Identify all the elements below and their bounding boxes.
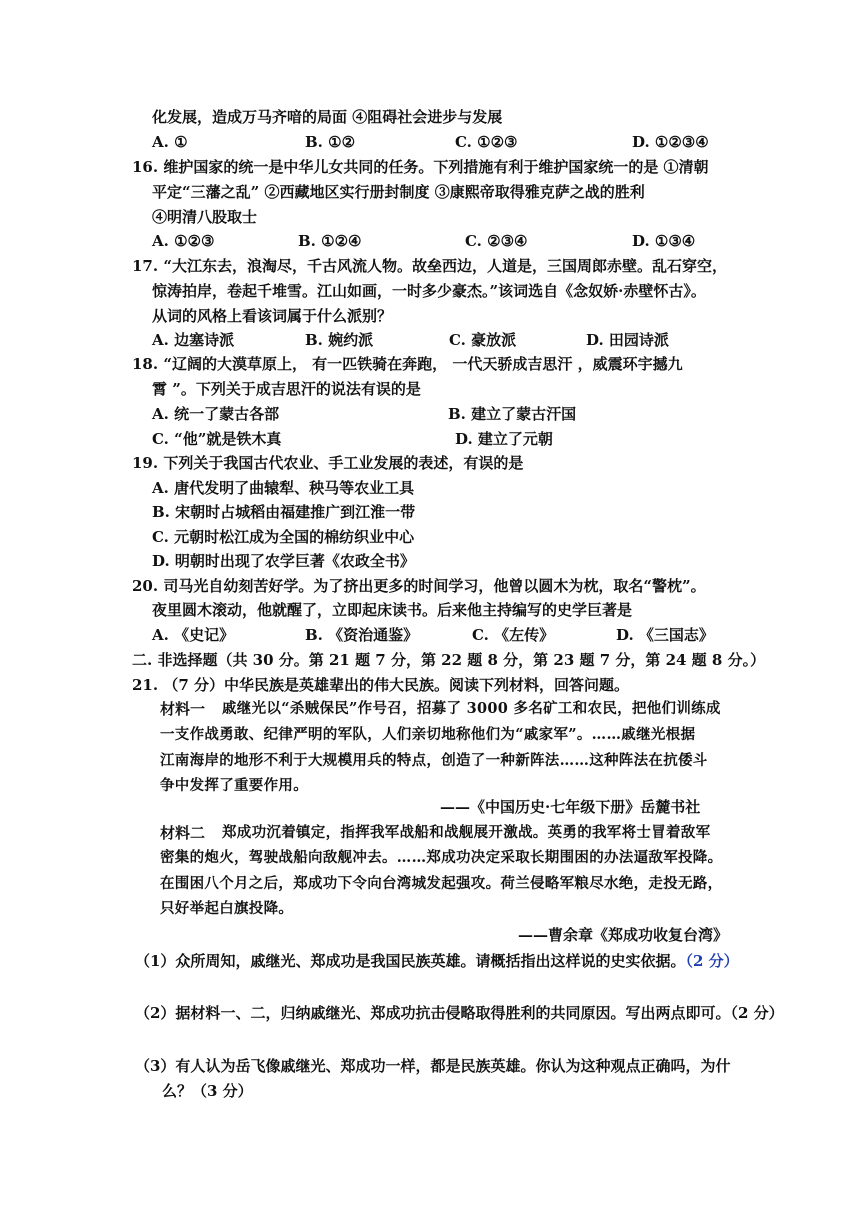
material-2-line: 在围困八个月之后，郑成功下令向台湾城发起强攻。荷兰侵略军粮尽水绝，走投无路， [160,875,723,892]
material-1-line: 江南海岸的地形不利于大规模用兵的特点，创造了一种新阵法……这种阵法在抗倭斗 [160,752,708,769]
material-2-line: 只好举起白旗投降。 [160,900,294,917]
q15-option-b: B. ①② [305,133,356,151]
q17-option-b: B. 婉约派 [305,331,374,349]
q20-option-c: C. 《左传》 [472,626,555,644]
q21-sub1-text: （1）众所周知，戚继光、郑成功是我国民族英雄。请概括指出这样说的史实依据。 [135,952,686,970]
q21-sub1 [135,950,739,972]
q16-option-d: D. ①③④ [632,232,696,250]
material-2-source: ——曹余章《郑成功收复台湾》 [518,926,729,944]
q15-option-d: D. ①②③④ [632,133,709,151]
q16-stem-line3: ④明清八股取士 [152,208,258,226]
q19-option-d: D. 明朝时出现了农学巨著《农政全书》 [152,552,415,570]
q16-option-c: C. ②③④ [465,232,528,250]
q18-option-a: A. 统一了蒙古各部 [152,405,280,423]
material-2-line: 郑成功沉着镇定，指挥我军战船和战舰展开激战。英勇的我军将士冒着敌军 [222,824,711,841]
q20-option-b: B. 《资治通鉴》 [305,626,419,644]
q17-stem-line2: 惊涛拍岸，卷起千堆雪。江山如画，一时多少豪杰。”该词选自《念奴娇·赤壁怀古》。 [152,282,706,300]
q19-option-b: B. 宋朝时占城稻由福建推广到江淮一带 [152,503,416,521]
q16-stem-line1: 16. 维护国家的统一是中华儿女共同的任务。下列措施有利于维护国家统一的是 ①清朝 [132,158,709,176]
material-1-line: 一支作战勇敢、纪律严明的军队，人们亲切地称他们为“戚家军”。……戚继光根据 [160,726,696,743]
q21-sub1-score: （2 分） [685,952,739,970]
q17-stem-line3: 从词的风格上看该词属于什么派别？ [152,307,393,325]
section-heading: 二. 非选择题（共 30 分。第 21 题 7 分，第 22 题 8 分，第 23 题 7 分，第 24 题 8 分。） [132,651,766,669]
q18-stem-line2: 霄 ”。下列关于成吉思汗的说法有误的是 [152,380,421,398]
q15-continuation: 化发展，造成万马齐喑的局面 ④阻碍社会进步与发展 [152,108,503,126]
q16-option-a: A. ①②③ [152,232,215,250]
q21-intro: 21. （7 分）中华民族是英雄辈出的伟大民族。阅读下列材料，回答问题。 [132,676,629,694]
q17-option-c: C. 豪放派 [449,331,517,349]
material-1-line: 戚继光以“杀贼保民”作号召，招募了 3000 多名矿工和农民，把他们训练成 [222,700,721,717]
q20-stem-line2: 夜里圆木滚动，他就醒了，立即起床读书。后来他主持编写的史学巨著是 [152,601,633,619]
q17-stem-line1: 17. “大江东去，浪淘尽，千古风流人物。故垒西边，人道是，三国周郎赤壁。乱石穿空， [132,257,727,275]
q20-option-a: A. 《史记》 [152,626,235,644]
q17-option-a: A. 边塞诗派 [152,331,235,349]
q21-sub3-line1: （3）有人认为岳飞像戚继光、郑成功一样，都是民族英雄。你认为这种观点正确吗，为什 [135,1057,731,1075]
q19-stem-line1: 19. 下列关于我国古代农业、手工业发展的表述，有误的是 [132,454,524,472]
q18-option-b: B. 建立了蒙古汗国 [448,405,577,423]
material-1-line: 争中发挥了重要作用。 [160,777,308,794]
q21-sub3-line2: 么？（3 分） [162,1082,253,1100]
q16-stem-line2: 平定“三藩之乱” ②西藏地区实行册封制度 ③康熙帝取得雅克萨之战的胜利 [152,183,645,201]
q18-stem-line1: 18. “辽阔的大漠草原上， 有一匹铁骑在奔跑， 一代天骄成吉思汗 ，威震环宇撼九 [132,355,683,373]
q20-stem-line1: 20. 司马光自幼刻苦好学。为了挤出更多的时间学习，他曾以圆木为枕，取名“警枕”。 [132,577,706,595]
material-1-label: 材料一 [160,700,206,718]
q18-option-c: C. “他”就是铁木真 [152,430,282,448]
q17-option-d: D. 田园诗派 [586,331,669,349]
q18-option-d: D. 建立了元朝 [455,430,553,448]
q21-sub2: （2）据材料一、二，归纳戚继光、郑成功抗击侵略取得胜利的共同原因。写出两点即可。（2 分） [135,1004,784,1022]
q19-option-c: C. 元朝时松江成为全国的棉纺织业中心 [152,528,415,546]
q15-option-a: A. ① [152,133,188,151]
material-2-line: 密集的炮火，驾驶战船向敌舰冲去。……郑成功决定采取长期围困的办法逼敌军投降。 [160,849,723,866]
material-1-source: ——《中国历史·七年级下册》岳麓书社 [440,798,701,816]
q15-option-c: C. ①②③ [455,133,518,151]
q19-option-a: A. 唐代发明了曲辕犁、秧马等农业工具 [152,479,415,497]
q20-option-d: D. 《三国志》 [616,626,714,644]
material-2-label: 材料二 [160,824,206,842]
q16-option-b: B. ①②④ [298,232,362,250]
